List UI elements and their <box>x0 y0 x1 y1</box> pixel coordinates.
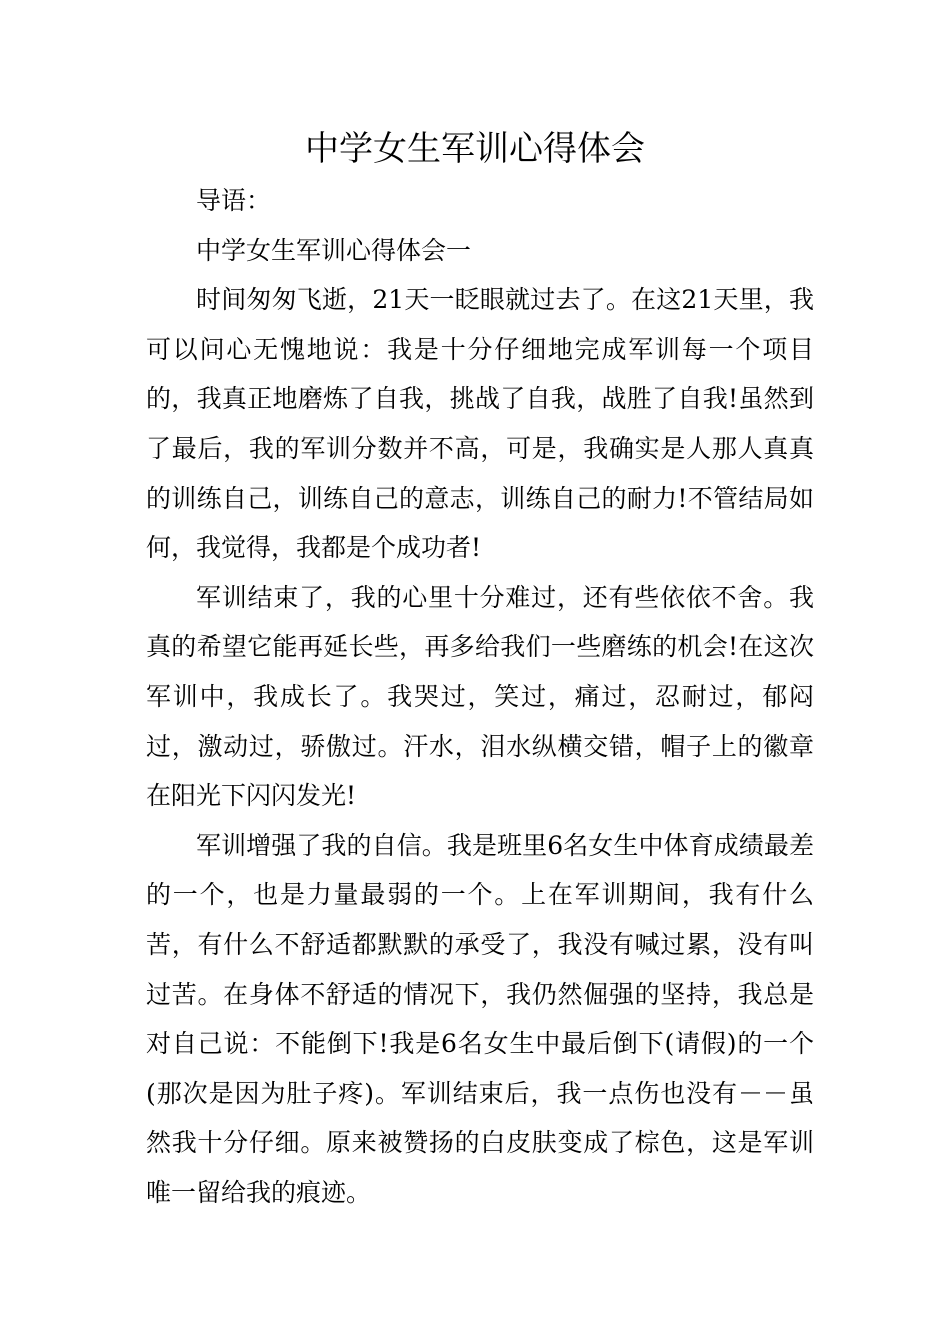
paragraph: 时间匆匆飞逝，21天一眨眼就过去了。在这21天里，我可以问心无愧地说：我是十分仔细地完成军训每一个项目的，我真正地磨炼了自我，挑战了自我，战胜了自我!虽然到了最后，我的军训分数并不高，可是，我确实是人那人真真的训练自己，训练自己的意志，训练自己的耐力!不管结局如何，我觉得，我都是个成功者! <box>146 285 814 563</box>
paragraph-intro-label: 导语： <box>196 186 272 215</box>
paragraph: 军训增强了我的自信。我是班里6名女生中体育成绩最差的一个，也是力量最弱的一个。上在军训期间，我有什么苦，有什么不舒适都默默的承受了，我没有喊过累，没有叫过苦。在身体不舒适的情况下，我仍然倔强的坚持，我总是对自己说：不能倒下!我是6名女生中最后倒下(请假)的一个(那次是因为肚子疼)。军训结束后，我一点伤也没有－－虽然我十分仔细。原来被赞扬的白皮肤变成了棕色，这是军训唯一留给我的痕迹。 <box>146 830 814 1207</box>
paragraph-section-heading: 中学女生军训心得体会一 <box>196 235 472 265</box>
paragraph: 军训结束了，我的心里十分难过，还有些依依不舍。我真的希望它能再延长些，再多给我们一些磨练的机会!在这次军训中，我成长了。我哭过，笑过，痛过，忍耐过，郁闷过，激动过，骄傲过。汗水，泪水纵横交错，帽子上的徽章在阳光下闪闪发光! <box>146 582 814 811</box>
document-title: 中学女生军训心得体会 <box>305 129 645 169</box>
document-body <box>146 176 814 1217</box>
